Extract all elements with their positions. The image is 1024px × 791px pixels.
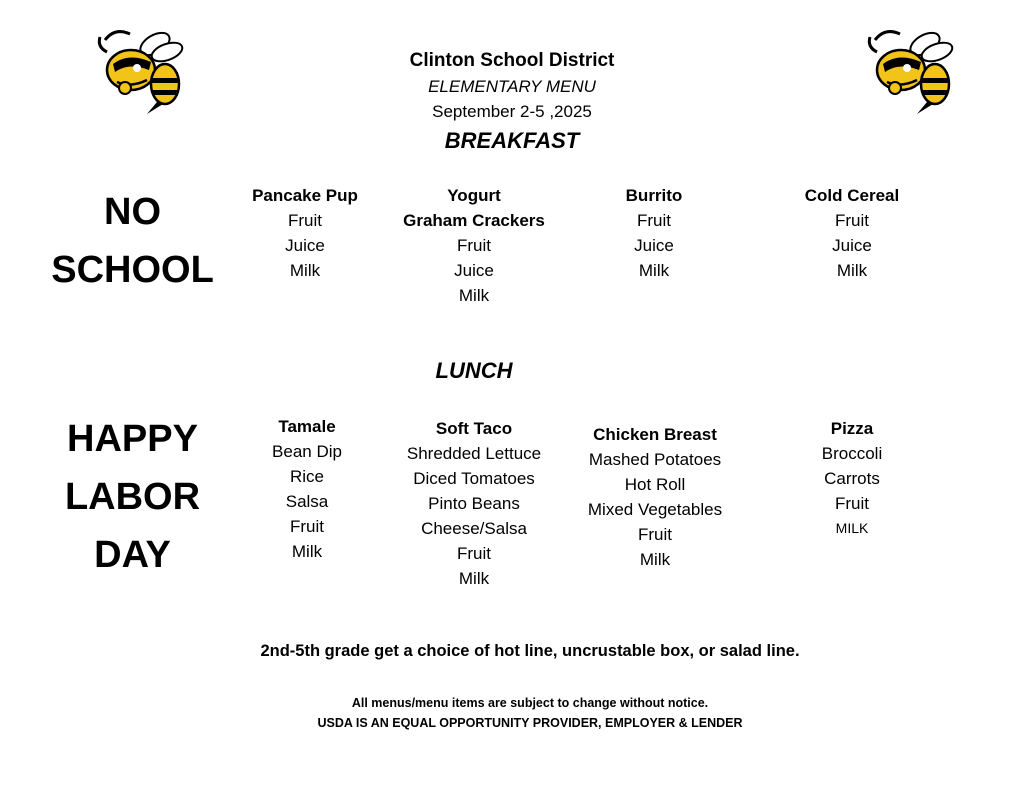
labor-day-line: DAY bbox=[94, 534, 171, 576]
menu-item: Fruit bbox=[637, 211, 671, 230]
menu-item: Juice bbox=[285, 236, 325, 255]
menu-item: Cheese/Salsa bbox=[421, 519, 527, 538]
menu-item: Soft Taco bbox=[435, 419, 513, 438]
menu-dates: September 2-5 ,2025 bbox=[432, 102, 592, 121]
yellow-jacket-mascot-icon-right bbox=[865, 22, 965, 117]
menu-item: Milk bbox=[458, 286, 490, 305]
lunch-day-wednesday bbox=[384, 416, 564, 591]
no-school-line: SCHOOL bbox=[51, 249, 214, 291]
menu-item: Milk bbox=[458, 569, 490, 588]
menu-item: Bean Dip bbox=[272, 442, 342, 461]
menu-item: Rice bbox=[289, 467, 324, 486]
menu-item: Cold Cereal bbox=[804, 186, 900, 205]
menu-type: ELEMENTARY MENU bbox=[428, 77, 596, 96]
labor-day-line: LABOR bbox=[64, 476, 201, 518]
menu-item: Burrito bbox=[625, 186, 683, 205]
menu-item: Milk bbox=[289, 261, 321, 280]
menu-item: Fruit bbox=[457, 236, 491, 255]
menu-item: Hot Roll bbox=[624, 475, 686, 494]
breakfast-day-tuesday bbox=[215, 183, 395, 283]
menu-item: Broccoli bbox=[821, 444, 883, 463]
menu-item: Fruit bbox=[835, 211, 869, 230]
menu-item: Juice bbox=[634, 236, 674, 255]
menu-item: Juice bbox=[454, 261, 494, 280]
menu-item: Carrots bbox=[824, 469, 880, 488]
breakfast-day-friday bbox=[762, 183, 942, 283]
menu-item: Milk bbox=[836, 261, 868, 280]
menu-item: Milk bbox=[639, 550, 671, 569]
menu-item: Shredded Lettuce bbox=[406, 444, 542, 463]
menu-item: Diced Tomatoes bbox=[413, 469, 535, 488]
menu-item: Salsa bbox=[285, 492, 329, 511]
breakfast-heading: BREAKFAST bbox=[444, 128, 580, 153]
no-school-line: NO bbox=[104, 191, 161, 233]
menu-item: Fruit bbox=[457, 544, 491, 563]
labor-day-line: HAPPY bbox=[67, 418, 198, 460]
menu-item: Milk bbox=[638, 261, 670, 280]
breakfast-day-wednesday bbox=[384, 183, 564, 308]
menu-item: Pancake Pup bbox=[252, 186, 358, 205]
no-school-note bbox=[45, 183, 220, 299]
labor-day-note bbox=[45, 410, 220, 584]
menu-item: MILK bbox=[835, 520, 869, 536]
menu-item: Fruit bbox=[835, 494, 869, 513]
lunch-day-friday bbox=[762, 416, 942, 541]
menu-item: Yogurt bbox=[447, 186, 501, 205]
menu-item: Mashed Potatoes bbox=[588, 450, 722, 469]
menu-item: Juice bbox=[832, 236, 872, 255]
footer-change-notice: All menus/menu items are subject to change without notice. bbox=[351, 696, 709, 710]
menu-item: Tamale bbox=[278, 417, 336, 436]
lunch-day-thursday bbox=[565, 422, 745, 572]
lunch-heading: LUNCH bbox=[435, 358, 513, 383]
footer-usda-statement: USDA IS AN EQUAL OPPORTUNITY PROVIDER, EMPLOYER & LENDER bbox=[317, 716, 743, 730]
breakfast-day-thursday bbox=[564, 183, 744, 283]
grade-choice-note: 2nd-5th grade get a choice of hot line, uncrustable box, or salad line. bbox=[260, 642, 800, 660]
menu-item: Fruit bbox=[638, 525, 672, 544]
menu-item: Fruit bbox=[288, 211, 322, 230]
yellow-jacket-mascot-icon-left bbox=[95, 22, 195, 117]
menu-item: Fruit bbox=[290, 517, 324, 536]
menu-item: Graham Crackers bbox=[403, 211, 545, 230]
menu-item: Pizza bbox=[830, 419, 874, 438]
menu-item: Chicken Breast bbox=[593, 425, 717, 444]
menu-item: Milk bbox=[291, 542, 323, 561]
lunch-day-tuesday bbox=[217, 414, 397, 564]
menu-item: Mixed Vegetables bbox=[587, 500, 723, 519]
district-title: Clinton School District bbox=[409, 50, 615, 71]
menu-item: Pinto Beans bbox=[428, 494, 520, 513]
